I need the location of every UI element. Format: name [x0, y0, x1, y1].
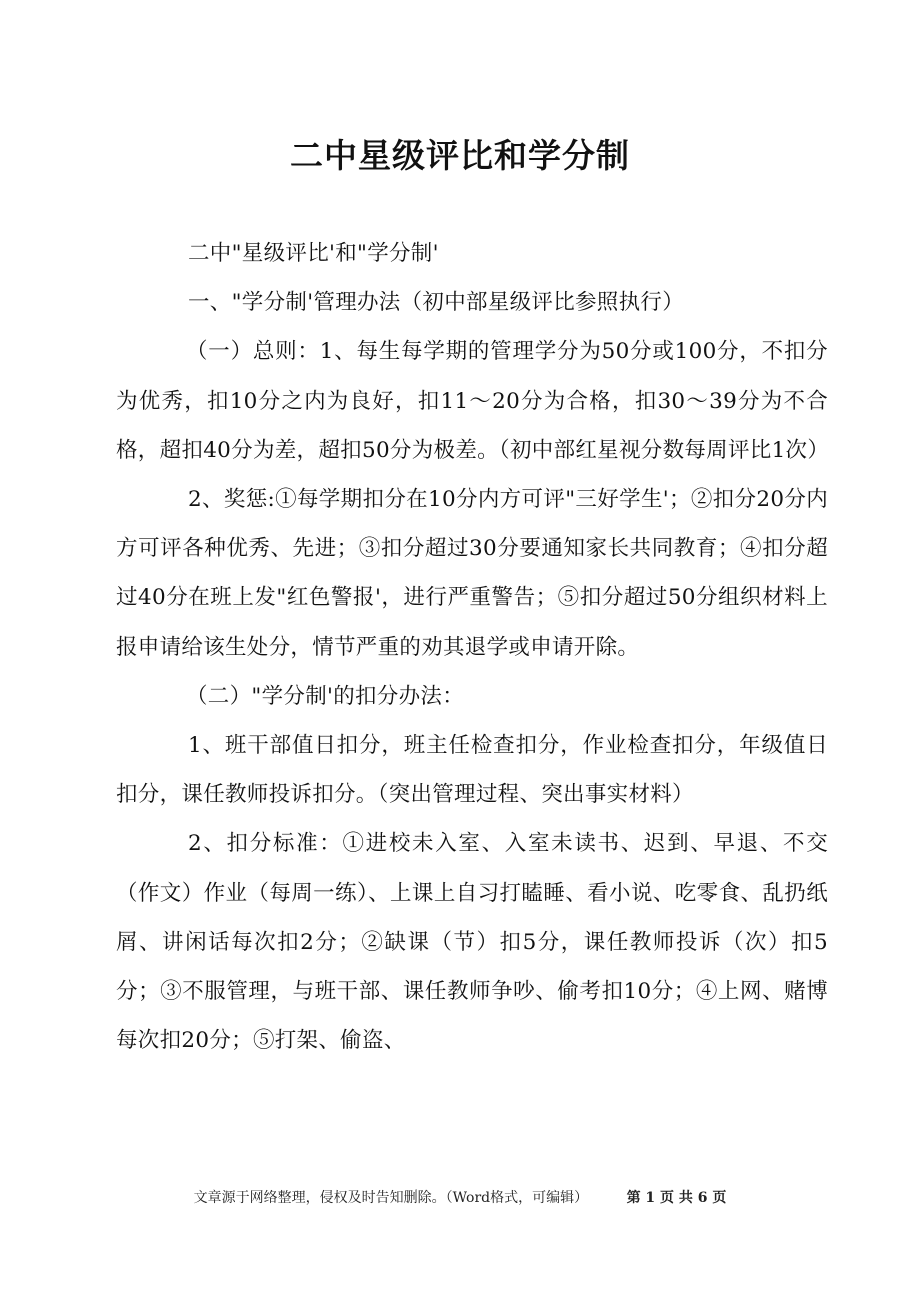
paragraph-heading: 二中"星级评比'和"学分制' [188, 241, 439, 266]
page-footer [0, 1187, 920, 1207]
paragraph-deduction-standards: 2、扣分标准：①进校未入室、入室未读书、迟到、早退、不交（作文）作业（每周一练）、上课上自习打瞌睡、看小说、吃零食、乱扔纸屑、讲闲话每次扣2分；②缺课（节）扣5分，课任教师投诉（次）扣5分；③不服管理，与班干部、课任教师争吵、偷考扣10分；④上网、赌博每次扣20分；⑤打架、偷盗、 [116, 831, 828, 1054]
page-number: 第 1 页 共 6 页 [626, 1190, 727, 1206]
paragraph-rewards-penalties: 2、奖惩:①每学期扣分在10分内方可评"三好学生'；②扣分20分内方可评各种优秀、先进；③扣分超过30分要通知家长共同教育；④扣分超过40分在班上发"红色警报'，进行严重警告；⑤扣分超过50分组织材料上报申请给该生处分，情节严重的劝其退学或申请开除。 [116, 487, 828, 660]
document-body [116, 229, 828, 1065]
footer-note: 文章源于网络整理，侵权及时告知删除。（Word格式，可编辑） [193, 1190, 589, 1206]
paragraph-general-rules: （一）总则：1、每生每学期的管理学分为50分或100分，不扣分为优秀，扣10分之内为良好，扣11～20分为合格，扣30～39分为不合格，超扣40分为差，超扣50分为极差。（初中部红星视分数每周评比1次） [116, 339, 830, 463]
paragraph-section-one: 一、"学分制'管理办法（初中部星级评比参照执行） [188, 290, 685, 316]
paragraph-deduction-method-heading: （二）"学分制'的扣分办法： [186, 683, 465, 709]
document-title: 二中星级评比和学分制 [290, 136, 630, 175]
paragraph-deduction-sources: 1、班干部值日扣分，班主任检查扣分，作业检查扣分，年级值日扣分，课任教师投诉扣分。（突出管理过程、突出事实材料） [116, 733, 828, 808]
